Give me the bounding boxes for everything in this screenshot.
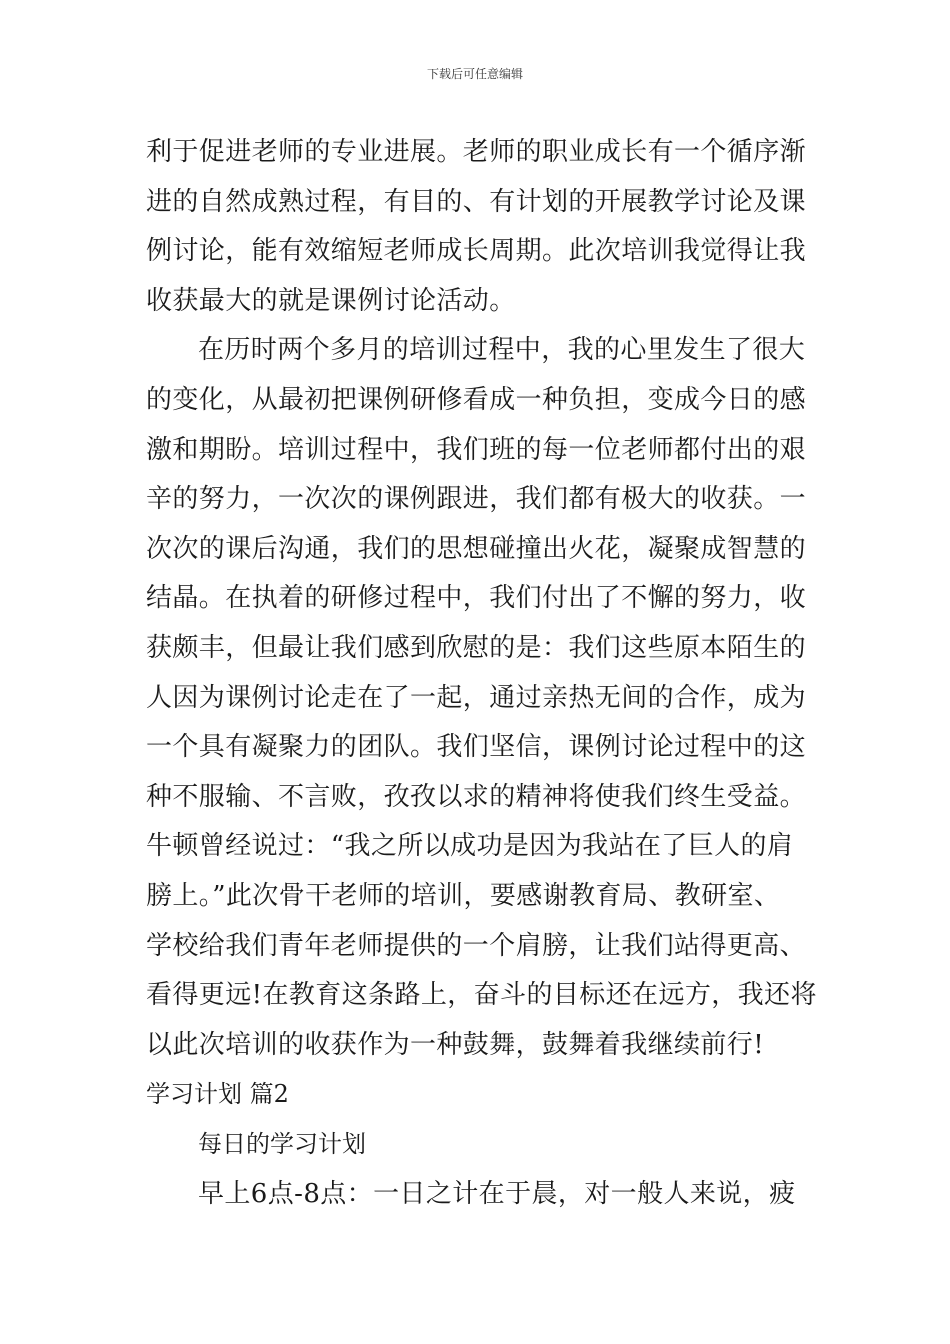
text-line: 利于促进老师的专业进展。老师的职业成长有一个循序渐 — [146, 137, 807, 167]
text-line: 以此次培训的收获作为一种鼓舞，鼓舞着我继续前行! — [146, 1029, 765, 1060]
text-line: 种不服输、不言败，孜孜以求的精神将使我们终生受益。 — [146, 781, 807, 812]
text-line: 激和期盼。培训过程中，我们班的每一位老师都付出的艰 — [146, 434, 807, 465]
text-line: 早上6点-8点：一日之计在于晨，对一般人来说，疲 — [198, 1179, 796, 1210]
paragraph-2 — [146, 326, 817, 1070]
text-line: 辛的努力，一次次的课例跟进，我们都有极大的收获。一 — [146, 484, 807, 515]
text-line: 结晶。在执着的研修过程中，我们付出了不懈的努力，收 — [146, 583, 807, 614]
document-body — [146, 128, 817, 1220]
text-line: 例讨论，能有效缩短老师成长周期。此次培训我觉得让我 — [146, 236, 807, 267]
text-line: 学校给我们青年老师提供的一个肩膀，让我们站得更高、 — [146, 930, 807, 961]
text-line: 收获最大的就是课例讨论活动。 — [146, 285, 516, 316]
text-line: 一个具有凝聚力的团队。我们坚信，课例讨论过程中的这 — [146, 732, 807, 763]
text-line: 进的自然成熟过程，有目的、有计划的开展教学讨论及课 — [146, 186, 807, 217]
paragraph-3 — [146, 1170, 814, 1220]
page-header: 下载后可任意编辑 — [426, 67, 523, 81]
text-line: 人因为课例讨论走在了一起，通过亲热无间的合作，成为 — [146, 682, 807, 713]
text-line: 膀上。”此次骨干老师的培训，要感谢教育局、教研室、 — [146, 880, 781, 911]
text-line: 看得更远!在教育这条路上，奋斗的目标还在远方，我还将 — [146, 980, 817, 1011]
paragraph-1 — [146, 128, 814, 326]
section-heading: 学习计划 篇2 — [146, 1080, 289, 1109]
text-line: 的变化，从最初把课例研修看成一种负担，变成今日的感 — [146, 384, 807, 415]
sub-heading: 每日的学习计划 — [198, 1130, 366, 1159]
text-line: 获颇丰，但最让我们感到欣慰的是：我们这些原本陌生的 — [146, 632, 807, 663]
text-line: 牛顿曾经说过：“我之所以成功是因为我站在了巨人的肩 — [146, 831, 794, 862]
text-line: 在历时两个多月的培训过程中，我的心里发生了很大 — [198, 335, 806, 366]
text-line: 次次的课后沟通，我们的思想碰撞出火花，凝聚成智慧的 — [146, 533, 807, 564]
